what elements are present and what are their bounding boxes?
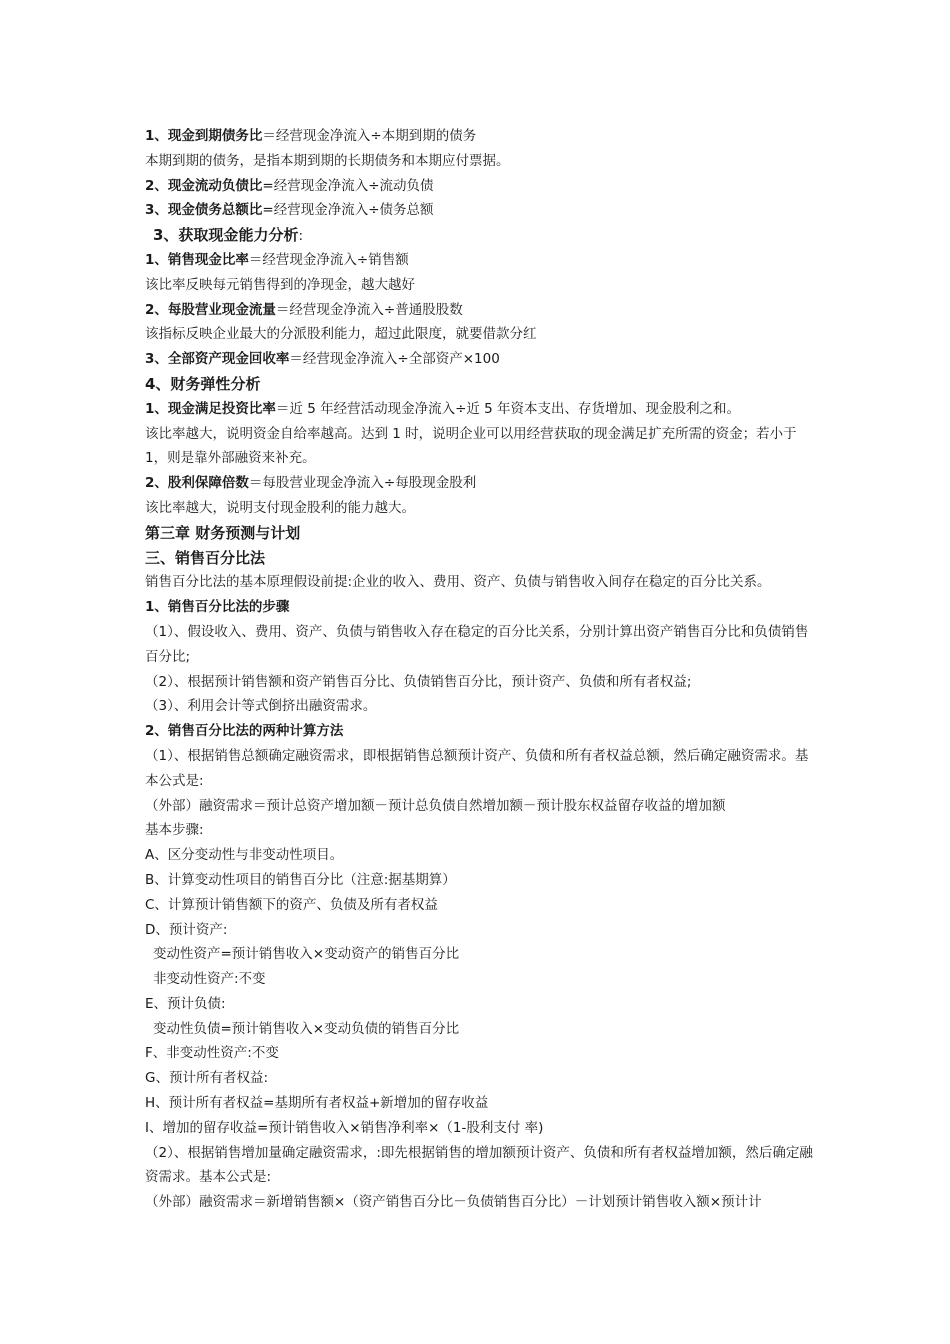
doc-line: F、非变动性资产:不变	[145, 1045, 279, 1062]
doc-line: 1、现金满足投资比率＝近 5 年经营活动现金净流入÷近 5 年资本支出、存货增加、现金股利之和。	[145, 400, 741, 417]
doc-line: 变动性资产=预计销售收入×变动资产的销售百分比	[153, 946, 460, 963]
doc-line: （2）、根据预计销售额和资产销售百分比、负债销售百分比，预计资产、负债和所有者权益;	[145, 673, 692, 690]
doc-line: E、预计负债:	[145, 995, 226, 1012]
doc-line: 该比率反映每元销售得到的净现金，越大越好	[145, 276, 415, 293]
document-page	[145, 124, 815, 1215]
doc-line: D、预计资产:	[145, 921, 228, 938]
section-heading: 4、财务弹性分析	[145, 374, 261, 393]
doc-line: （3）、利用会计等式倒挤出融资需求。	[145, 698, 377, 715]
doc-paragraph: （2）、根据销售增加量确定融资需求，:即先根据销售的增加额预计资产、负债和所有者权益增加额，然后确定融资需求。基本公式是:	[145, 1144, 813, 1186]
doc-line: 1、销售现金比率＝经营现金净流入÷销售额	[145, 251, 409, 268]
subsection-heading: 1、销售百分比法的步骤	[145, 599, 290, 616]
doc-line: 销售百分比法的基本原理假设前提:企业的收入、费用、资产、负债与销售收入间存在稳定的百分比关系。	[145, 574, 771, 591]
chapter-heading: 第三章 财务预测与计划	[145, 523, 301, 542]
formula-line: （外部）融资需求＝预计总资产增加额－预计总负债自然增加额－预计股东权益留存收益的增加额	[145, 797, 726, 814]
doc-line: 1、现金到期债务比＝经营现金净流入÷本期到期的债务	[145, 128, 477, 144]
doc-paragraph: （1）、假设收入、费用、资产、负债与销售收入存在稳定的百分比关系，分别计算出资产销售百分比和负债销售百分比;	[145, 623, 809, 665]
subsection-heading: 2、销售百分比法的两种计算方法	[145, 723, 344, 740]
section-heading: 3、获取现金能力分析:	[153, 226, 304, 245]
doc-line: 3、现金债务总额比=经营现金净流入÷债务总额	[145, 202, 434, 219]
formula-line: （外部）融资需求＝新增销售额×（资产销售百分比－负债销售百分比）－计划预计销售收入额×预计计	[145, 1194, 762, 1211]
doc-line: 2、股利保障倍数＝每股营业现金净流入÷每股现金股利	[145, 475, 477, 492]
doc-line: H、预计所有者权益=基期所有者权益+新增加的留存收益	[145, 1095, 489, 1112]
doc-line: 本期到期的债务，是指本期到期的长期债务和本期应付票据。	[145, 152, 510, 169]
doc-line: A、区分变动性与非变动性项目。	[145, 847, 344, 864]
doc-line: C、计算预计销售额下的资产、负债及所有者权益	[145, 896, 438, 913]
doc-line: 基本步骤:	[145, 822, 204, 839]
doc-paragraph: 该比率越大，说明资金自给率越高。达到 1 时，说明企业可以用经营获取的现金满足扩充所需的资金；若小于 1，则是靠外部融资来补充。	[145, 425, 797, 467]
doc-line: 该指标反映企业最大的分派股利能力，超过此限度，就要借款分红	[145, 326, 537, 343]
doc-line: G、预计所有者权益:	[145, 1070, 269, 1087]
doc-line: 2、现金流动负债比=经营现金净流入÷流动负债	[145, 177, 434, 194]
section-heading: 三、销售百分比法	[145, 548, 266, 567]
doc-line: B、计算变动性项目的销售百分比（注意:据基期算）	[145, 871, 456, 888]
doc-line: 3、全部资产现金回收率＝经营现金净流入÷全部资产×100	[145, 351, 500, 368]
doc-line: 变动性负债=预计销售收入×变动负债的销售百分比	[153, 1020, 460, 1037]
doc-line: 2、每股营业现金流量＝经营现金净流入÷普通股股数	[145, 301, 463, 318]
doc-paragraph: （1）、根据销售总额确定融资需求，即根据销售总额预计资产、负债和所有者权益总额，然后确定融资需求。基本公式是:	[145, 747, 809, 789]
doc-line: 该比率越大，说明支付现金股利的能力越大。	[145, 499, 415, 516]
doc-line: 非变动性资产:不变	[153, 971, 266, 988]
doc-line: I、增加的留存收益=预计销售收入×销售净利率×（1-股利支付 率)	[145, 1119, 544, 1136]
